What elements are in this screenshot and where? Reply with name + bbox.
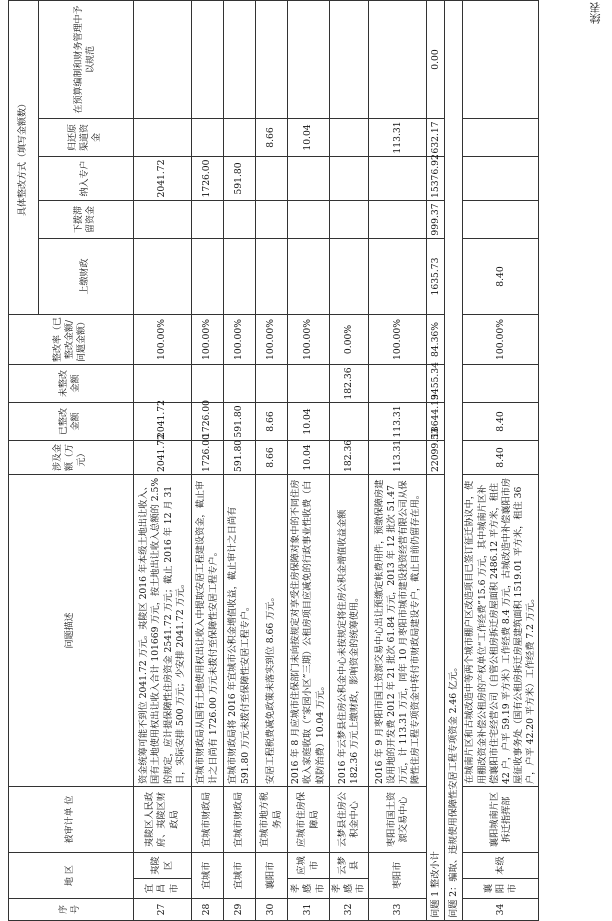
row-city: 宜城市 (192, 853, 224, 899)
row-city: 襄阳市 (463, 879, 539, 899)
row-standardize-budget (256, 1, 288, 119)
subtotal-return-original-channel: 632.17 (427, 119, 445, 157)
row-turnover-finance (330, 239, 369, 315)
row-rectified: 8.66 (256, 403, 288, 441)
row-turnover-finance (256, 239, 288, 315)
row-into-special-account (463, 157, 539, 201)
row-into-special-account (330, 157, 369, 201)
row-rectified: 2041.72 (134, 403, 192, 441)
row-turnover-finance (369, 239, 427, 315)
row-problem: 在城南片区和古城改造中等两个城市棚户区改造项目已签订征迁协议中，使用棚改资金补偿公租房的产权单位“工作经费”15.6 万元，其中城南片区补偿襄阳市住宅经营公司（自管公租房拆迁房屋面积 2486.12 平方米，租住 42 户，户平 59.19 平方米）工作经费 8.4 万元，古城改造中补偿襄阳市房屋征收事务处（国有公租房拆迁房屋建筑面积 1519.01 平方米，租住 36 户，户平 42.20 平方米）工作经费 7.2 万元。 (463, 475, 539, 787)
row-return-original-channel: 8.66 (256, 119, 288, 157)
row-return-original-channel (192, 119, 224, 157)
row-standardize-budget (224, 1, 256, 119)
row-allocate-held-funds (369, 201, 427, 239)
subtotal-into-special-account: 15376.92 (427, 157, 445, 201)
row-allocate-held-funds (256, 201, 288, 239)
row-seq: 29 (224, 899, 256, 921)
row-city: 宜城市 (224, 853, 256, 899)
row-into-special-account (369, 157, 427, 201)
subtotal-amount: 22099.53 (427, 441, 445, 475)
row-allocate-held-funds (134, 201, 192, 239)
header-rate: 整改率（已整改金额/问题金额） (9, 315, 134, 365)
header-region: 地 区 (9, 853, 134, 899)
header-amount: 涉及金额（万元） (9, 441, 134, 475)
header-unit: 被审计单 位 (9, 787, 134, 853)
row-unrectified (192, 365, 224, 403)
row-rate: 100.00% (369, 315, 427, 365)
table-row (330, 1, 369, 921)
row-return-original-channel (224, 119, 256, 157)
row-allocate-held-funds (330, 201, 369, 239)
row-seq: 28 (192, 899, 224, 921)
row-standardize-budget (369, 1, 427, 119)
row-turnover-finance (192, 239, 224, 315)
table-row (463, 1, 539, 921)
row-allocate-held-funds (192, 201, 224, 239)
row-return-original-channel (330, 119, 369, 157)
row-district: 应城市 (288, 853, 330, 879)
subtotal-rectified: 18644.19 (427, 403, 445, 441)
row-amount: 591.80 (224, 441, 256, 475)
subtotal-turnover-finance: 1635.73 (427, 239, 445, 315)
row-seq: 30 (256, 899, 288, 921)
row-turnover-finance (224, 239, 256, 315)
header-return-original-channel: 归还原渠道资金 (39, 119, 134, 157)
row-return-original-channel: 113.31 (369, 119, 427, 157)
row-district: 夷陵区 (134, 853, 192, 879)
row-rectified: 8.40 (463, 403, 539, 441)
row-city: 孝感市 (330, 879, 369, 899)
row-allocate-held-funds (224, 201, 256, 239)
row-unit: 夷陵区人民政府、夷陵区财政局 (134, 787, 192, 853)
row-rate: 0.00% (330, 315, 369, 365)
header-seq: 序号 (9, 899, 134, 921)
row-amount: 1726.00 (192, 441, 224, 475)
row-unit: 云梦县住房公积金中心 (330, 787, 369, 853)
row-amount: 2041.72 (134, 441, 192, 475)
table-row (256, 1, 288, 921)
subtotal-row (427, 1, 445, 921)
row-unrectified: 182.36 (330, 365, 369, 403)
subtotal-unrectified: 3455.34 (427, 365, 445, 403)
row-city: 孝感市 (288, 879, 330, 899)
header-allocate-held-funds: 下拨滞留资金 (39, 201, 134, 239)
row-rectified: 591.80 (224, 403, 256, 441)
continued-label: 续表 (589, 2, 602, 24)
row-return-original-channel (134, 119, 192, 157)
row-problem: 2016 年 9 月枣阳市国土资源交易中心出让预缴定帐费用件，预缴保障房建设用地的开发费 2012 年 21 批次 61.84 万元，2013 年 12 批次 51.47 万元，计 113.31 万元，同年 10 月枣阳市城市建设投资经营有限公司从保障性住房工程专项资金中转付市财政局建设专户，截止目前仍留存在用。 (369, 475, 427, 787)
row-problem: 2016 年云梦县住房公积金中心未按规定将住房公积金增值收益金额 182.36 万元上缴财政，影响资金的统筹使用。 (330, 475, 369, 787)
row-seq: 31 (288, 899, 330, 921)
row-rate: 100.00% (463, 315, 539, 365)
header-unrectified: 未整改金额 (9, 365, 134, 403)
audit-rectification-table-page (8, 0, 608, 921)
table-row (369, 1, 427, 921)
row-allocate-held-funds (288, 201, 330, 239)
row-rate: 100.00% (192, 315, 224, 365)
row-unit: 宜城市财政局 (192, 787, 224, 853)
subtotal-allocate-held-funds: 999.37 (427, 201, 445, 239)
row-turnover-finance (134, 239, 192, 315)
row-into-special-account: 2041.72 (134, 157, 192, 201)
row-unrectified (224, 365, 256, 403)
row-rate: 100.00% (256, 315, 288, 365)
section-note-row (445, 1, 463, 921)
row-district: 本级 (463, 853, 539, 879)
row-unrectified (256, 365, 288, 403)
row-allocate-held-funds (463, 201, 539, 239)
row-problem: 资金统筹可能不到位 2041.72 万元。夷陵区 2016 年本级土地出让收入、国有土地使用权出让收入合计 101669 万元，按土地出让收入总额的 2.5% 的规定，应计提保障性住房资金 2541.72 万元；截止 2016 年 12 月 31 日，实际安排 500 万元；少安排 2041.72 万元。 (134, 475, 192, 787)
section-note: 问题 2：骗取、违规使用保障性安居工程专项资金 2.46 亿元。 (445, 1, 463, 921)
row-amount: 10.04 (288, 441, 330, 475)
row-rate: 100.00% (134, 315, 192, 365)
row-problem: 宜城市财政局从国有土地使用权出让收入中提取安居工程建设资金，截止审计之日尚有 1726.00 万元未拨付至保障性安居工程专户。 (192, 475, 224, 787)
row-seq: 34 (463, 899, 539, 921)
table-row (224, 1, 256, 921)
subtotal-label: 问题 1 整改小计 (427, 475, 445, 921)
row-unrectified (463, 365, 539, 403)
header-method: 具体整改方式（填写金额数） (9, 1, 39, 315)
header-turnover-finance: 上缴财政 (39, 239, 134, 315)
row-seq: 27 (134, 899, 192, 921)
row-amount: 8.66 (256, 441, 288, 475)
row-standardize-budget (192, 1, 224, 119)
row-rectified (330, 403, 369, 441)
row-unit: 枣阳市国土资源交易中心 (369, 787, 427, 853)
row-into-special-account: 591.80 (224, 157, 256, 201)
row-rectified: 113.31 (369, 403, 427, 441)
row-rate: 100.00% (224, 315, 256, 365)
audit-rectification-table (8, 0, 539, 921)
row-unit: 宜城市财政局 (224, 787, 256, 853)
row-return-original-channel: 10.04 (288, 119, 330, 157)
row-into-special-account: 1726.00 (192, 157, 224, 201)
row-unrectified (134, 365, 192, 403)
row-city: 襄阳市 (256, 853, 288, 899)
row-problem: 安居工程税费减免政策未落实到位 8.66 万元。 (256, 475, 288, 787)
row-seq: 32 (330, 899, 369, 921)
row-unit: 襄阳城南片区拆迁指挥部 (463, 787, 539, 853)
row-city: 宜昌市 (134, 879, 192, 899)
header-into-special-account: 纳入专户 (39, 157, 134, 201)
row-into-special-account (288, 157, 330, 201)
row-rectified: 1726.00 (192, 403, 224, 441)
row-unrectified (288, 365, 330, 403)
row-unrectified (369, 365, 427, 403)
row-standardize-budget (330, 1, 369, 119)
row-turnover-finance (288, 239, 330, 315)
row-unit: 应城市住房保障局 (288, 787, 330, 853)
row-amount: 182.36 (330, 441, 369, 475)
table-row (192, 1, 224, 921)
row-rectified: 10.04 (288, 403, 330, 441)
header-standardize-budget: 在预算编制和财务管理中予以规范 (39, 1, 134, 119)
row-seq: 33 (369, 899, 427, 921)
row-standardize-budget (134, 1, 192, 119)
row-problem: 宜城市财政局将 2016 年宜城市公积金增值收益，截止审计之日尚有 591.80 万元未拨付至保障性安居工程专户。 (224, 475, 256, 787)
subtotal-rate: 84.36% (427, 315, 445, 365)
row-turnover-finance: 8.40 (463, 239, 539, 315)
row-problem: 2016 年 8 月应城市住保部门未向按规定对享受住房保障对象中的不同住房收入家庭收取（“家园小区”三期）公租房项目应减免的行政事业性收费（白蚁防治费）10.04 万元。 (288, 475, 330, 787)
header-rectified: 已整改金额 (9, 403, 134, 441)
row-standardize-budget (288, 1, 330, 119)
table-row (134, 1, 192, 921)
row-amount: 8.40 (463, 441, 539, 475)
row-district: 云梦县 (330, 853, 369, 879)
row-rate: 100.00% (288, 315, 330, 365)
row-return-original-channel (463, 119, 539, 157)
table-row (288, 1, 330, 921)
subtotal-standardize-budget: 0.00 (427, 1, 445, 119)
row-amount: 113.31 (369, 441, 427, 475)
row-city: 枣阳市 (369, 853, 427, 899)
header-problem: 问题描述 (9, 475, 134, 787)
row-standardize-budget (463, 1, 539, 119)
row-unit: 宜城市地方税务局 (256, 787, 288, 853)
row-into-special-account (256, 157, 288, 201)
